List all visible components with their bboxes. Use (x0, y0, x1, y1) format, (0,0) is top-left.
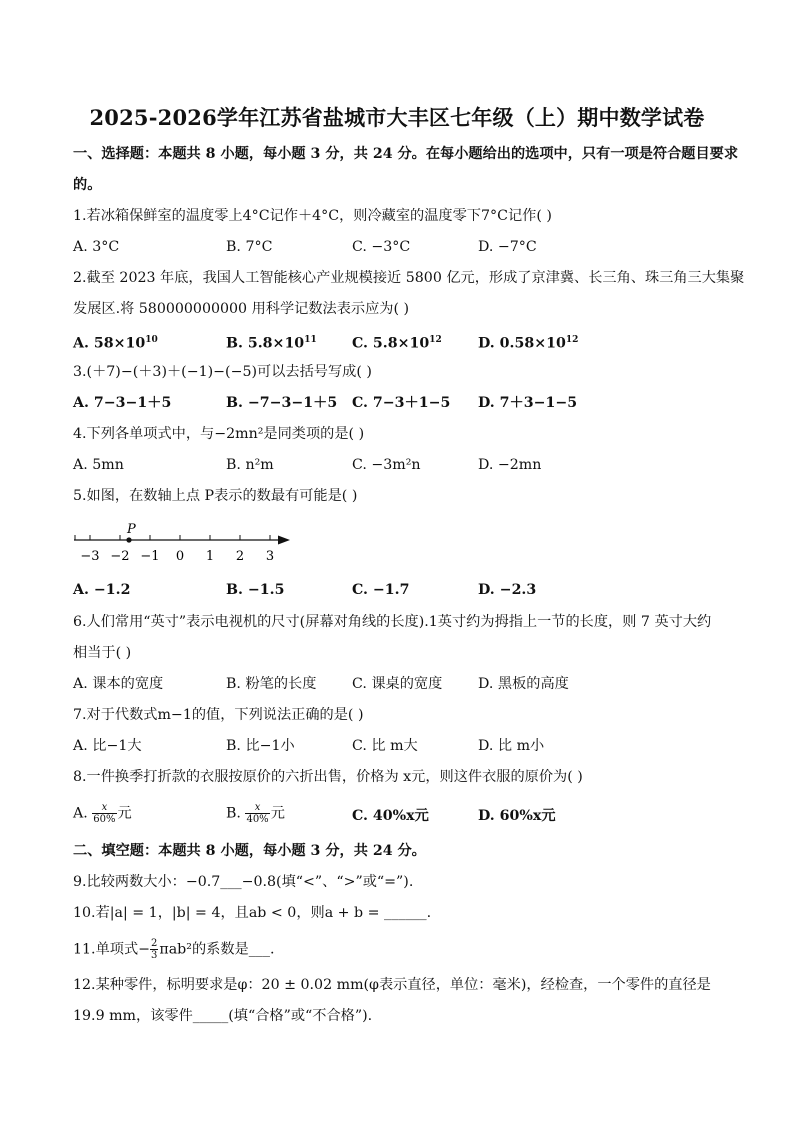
number-line-tick-label: 3 (265, 549, 275, 564)
number-line-tick-label: 0 (175, 549, 185, 564)
number-line-tick-label: 1 (205, 549, 215, 564)
question-4-stem: 4.下列各单项式中，与−2mn²是同类项的是( ) (73, 426, 365, 442)
q5-option-c: C. −1.7 (352, 582, 410, 598)
section2-heading: 二、填空题：本题共 8 小题，每小题 3 分，共 24 分。 (73, 843, 426, 859)
point-p-marker (126, 537, 131, 542)
q6-option-a: A. 课本的宽度 (73, 676, 164, 692)
q3-option-c: C. 7−3＋1−5 (352, 395, 451, 411)
question-2-stem-cont: 发展区.将 580000000000 用科学记数法表示应为( ) (73, 301, 410, 317)
q4-option-d: D. −2mn (478, 457, 542, 473)
question-2-stem: 2.截至 2023 年底，我国人工智能核心产业规模接近 5800 亿元，形成了京津冀、长三角、珠三角三大集聚 (73, 270, 745, 286)
number-line-tick-label: 2 (235, 549, 245, 564)
number-line-arrow (278, 536, 290, 545)
number-line-figure (70, 518, 300, 568)
question-12: 12.某种零件，标明要求是φ：20 ± 0.02 mm(φ表示直径，单位：毫米)，经检查，一个零件的直径是 (73, 977, 711, 993)
q8-option-d: D. 60%x元 (478, 808, 556, 824)
q3-option-b: B. −7−3−1＋5 (226, 395, 338, 411)
q3-option-a: A. 7−3−1＋5 (73, 395, 172, 411)
question-3-stem: 3.(＋7)−(＋3)＋(−1)−(−5)可以去括号写成( ) (73, 364, 372, 380)
question-1-stem: 1.若冰箱保鲜室的温度零上4°C记作＋4°C，则冷藏室的温度零下7°C记作( ) (73, 208, 552, 224)
q2-option-c: C. $5.8\times 10^{12}$ (352, 335, 442, 352)
question-6-stem: 6.人们常用“英寸”表示电视机的尺寸(屏幕对角线的长度).1英寸约为拇指上一节的长度，则 7 英寸大约 (73, 614, 712, 630)
question-11: 11.单项式− $\frac{2}{3}$ πab²的系数是___. (73, 938, 275, 961)
question-8-stem: 8.一件换季打折款的衣服按原价的六折出售，价格为 x元，则这件衣服的原价为( ) (73, 769, 583, 785)
q6-option-d: D. 黑板的高度 (478, 676, 569, 692)
q7-option-a: A. 比−1大 (73, 738, 142, 754)
q8-option-a: A. $\frac{x}{60\%}$ 元 (73, 802, 132, 825)
q1-option-a: A. 3°C (73, 239, 120, 255)
number-line-tick-label: −2 (110, 549, 130, 564)
q4-option-c: C. −3m²n (352, 457, 421, 473)
q6-option-c: C. 课桌的宽度 (352, 676, 443, 692)
q8-option-b: B. $\frac{x}{40\%}$ 元 (226, 802, 285, 825)
q11-fraction: $\frac{2}{3}$ (151, 938, 158, 961)
q2-option-d: D. $0.58\times 10^{12}$ (478, 335, 579, 352)
number-line-tick-label: −3 (80, 549, 100, 564)
q8-option-c: C. 40%x元 (352, 808, 429, 824)
question-7-stem: 7.对于代数式m−1的值，下列说法正确的是( ) (73, 707, 364, 723)
q5-option-b: B. −1.5 (226, 582, 285, 598)
q7-option-b: B. 比−1小 (226, 738, 295, 754)
q4-option-b: B. n²m (226, 457, 274, 473)
q8-option-a-fraction: $\frac{x}{60\%}$ (93, 802, 116, 825)
question-12-cont: 19.9 mm，该零件_____(填“合格”或“不合格”). (73, 1008, 373, 1024)
number-line-tick-label: −1 (140, 549, 160, 564)
question-6-stem-cont: 相当于( ) (73, 645, 132, 661)
point-p-label: P (127, 522, 136, 537)
q1-option-b: B. 7°C (226, 239, 273, 255)
q1-option-c: C. −3°C (352, 239, 411, 255)
question-9: 9.比较两数大小：−0.7___−0.8(填“<”、“>”或“=”). (73, 874, 414, 890)
q7-option-c: C. 比 m大 (352, 738, 418, 754)
question-5-stem: 5.如图，在数轴上点 P表示的数最有可能是( ) (73, 488, 358, 504)
section1-heading-cont: 的。 (73, 177, 102, 193)
q4-option-a: A. 5mn (73, 457, 124, 473)
page-title: 2025-2026学年江苏省盐城市大丰区七年级（上）期中数学试卷 (89, 105, 705, 130)
q2-option-a: A. $58\times 10^{10}$ (73, 335, 158, 352)
q1-option-d: D. −7°C (478, 239, 537, 255)
q5-option-a: A. −1.2 (73, 582, 131, 598)
q6-option-b: B. 粉笔的长度 (226, 676, 317, 692)
question-10: 10.若|a| = 1，|b| = 4，且ab < 0，则a + b = ______. (73, 905, 432, 921)
section1-heading: 一、选择题：本题共 8 小题，每小题 3 分，共 24 分。在每小题给出的选项中，只有一项是符合题目要求 (73, 146, 739, 162)
q2-option-b: B. $5.8\times 10^{11}$ (226, 335, 317, 352)
q5-option-d: D. −2.3 (478, 582, 537, 598)
q3-option-d: D. 7＋3−1−5 (478, 395, 578, 411)
q7-option-d: D. 比 m小 (478, 738, 545, 754)
q8-option-b-fraction: $\frac{x}{40\%}$ (246, 802, 269, 825)
